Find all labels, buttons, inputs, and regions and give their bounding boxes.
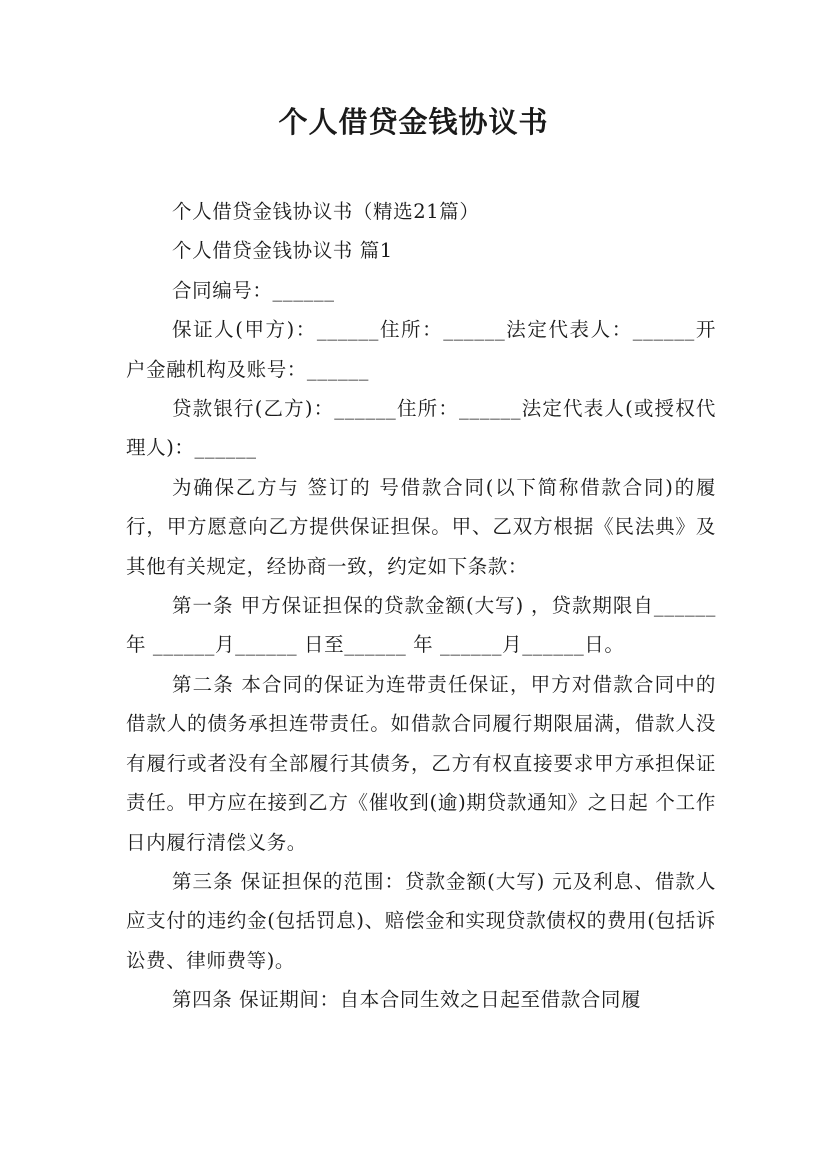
document-title: 个人借贷金钱协议书 bbox=[278, 105, 549, 139]
paragraph-article-2: 第二条 本合同的保证为连带责任保证，甲方对借款合同中的借款人的债务承担连带责任。如借款合同履行期限届满，借款人没有履行或者没有全部履行其债务，乙方有权直接要求甲方承担保证责任。甲方应在接到乙方《催收到(逾)期贷款通知》之日起 个工作日内履行清偿义务。 bbox=[126, 672, 716, 854]
paragraph-contract-number: 合同编号：______ bbox=[172, 278, 335, 302]
paragraph-section-heading: 个人借贷金钱协议书 篇1 bbox=[172, 239, 393, 263]
paragraph-guarantor: 保证人(甲方)：______住所：______法定代表人：______开户金融机构及账号：______ bbox=[126, 318, 716, 381]
paragraph-article-1: 第一条 甲方保证担保的贷款金额(大写) ，贷款期限自______年 ______月______ 日至______ 年 ______月______日。 bbox=[126, 594, 716, 657]
paragraph-lender-bank: 贷款银行(乙方)：______住所：______法定代表人(或授权代理人)：______ bbox=[126, 397, 716, 460]
paragraph-article-3: 第三条 保证担保的范围：贷款金额(大写) 元及利息、借款人应支付的违约金(包括罚息)、赔偿金和实现贷款债权的费用(包括诉讼费、律师费等)。 bbox=[126, 869, 716, 972]
paragraph-subtitle: 个人借贷金钱协议书（精选21篇） bbox=[172, 200, 480, 223]
paragraph-article-4: 第四条 保证期间：自本合同生效之日起至借款合同履 bbox=[172, 988, 642, 1012]
document-body bbox=[126, 192, 716, 1020]
paragraph-preamble: 为确保乙方与 签订的 号借款合同(以下简称借款合同)的履行，甲方愿意向乙方提供保证担保。甲、乙双方根据《民法典》及其他有关规定，经协商一致，约定如下条款： bbox=[126, 475, 716, 578]
